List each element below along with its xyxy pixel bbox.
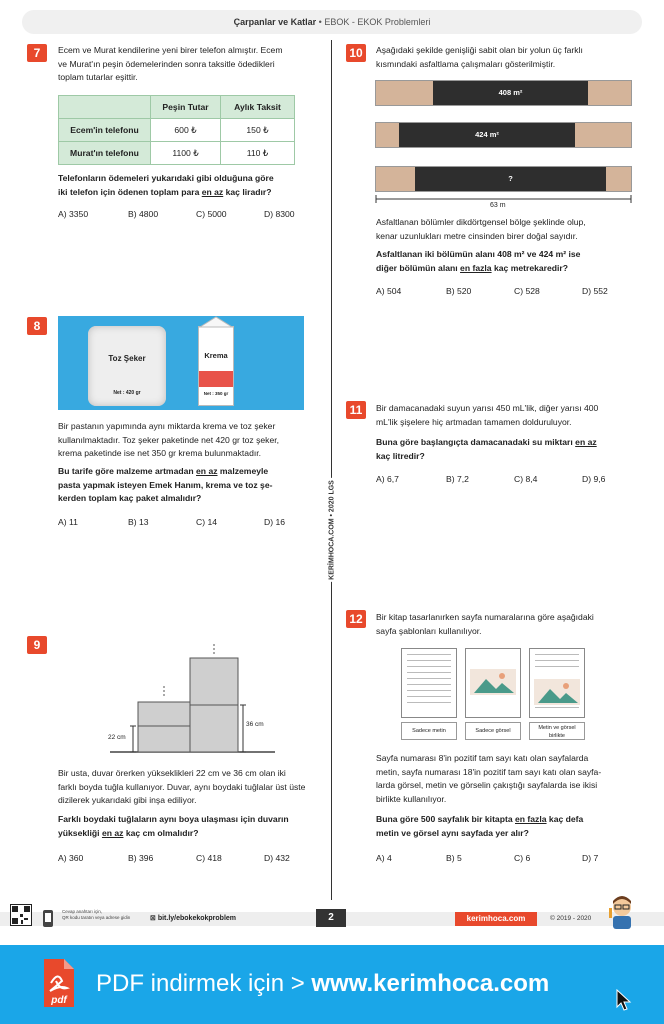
q7-options xyxy=(58,209,295,219)
q8-text: Bir pastanın yapımında aynı miktarda krema ve toz şeker kullanılmaktadır. Toz şeker paketinde net 420 gr toz şeker, krema paketinde ise net 350 gr krema bulunmaktadır. xyxy=(58,421,280,458)
table-row-label: Murat'ın telefonu xyxy=(59,142,151,165)
option-b[interactable]: B) 13 xyxy=(128,517,149,527)
q10-text: Aşağıdaki şekilde genişliği sabit olan bir yolun üç farklı kısmındaki asfaltlama çalışmaları gösterilmiştir. xyxy=(376,45,583,69)
q9-question: Farklı boydaki tuğlaların aynı boya ulaşması için duvarın yüksekliği en az kaç cm olmalıdır? xyxy=(58,814,289,838)
cream-carton: Krema Net : 350 gr xyxy=(198,326,234,406)
label-text-and-image: Metin ve görsel birlikte xyxy=(529,722,585,740)
option-a[interactable]: A) 6,7 xyxy=(376,474,399,484)
template-image-page xyxy=(465,648,521,718)
option-c[interactable]: C) 418 xyxy=(196,853,222,863)
option-b[interactable]: B) 5 xyxy=(446,853,462,863)
mountain-image-icon xyxy=(470,669,516,695)
sugar-bag: Toz Şeker Net : 420 gr xyxy=(88,326,166,406)
label-36cm: 36 cm xyxy=(246,721,264,728)
option-d[interactable]: D) 16 xyxy=(264,517,286,527)
q12-options xyxy=(376,853,598,863)
road-section-2: 424 m² xyxy=(375,122,632,148)
option-c[interactable]: C) 528 xyxy=(514,286,540,296)
header-separator: • xyxy=(318,17,322,27)
vertical-watermark: KERİMHOCA.COM • 2020 LGS xyxy=(328,480,336,580)
mountain-image-icon xyxy=(534,679,580,705)
q7-table: Peşin Tutar Aylık Taksit Ecem'in telefonu 600 ₺ 150 ₺ Murat'ın telefonu 1100 ₺ 110 ₺ xyxy=(58,95,295,165)
label-text-only: Sadece metin xyxy=(401,722,457,740)
option-a[interactable]: A) 3350 xyxy=(58,209,89,219)
option-c[interactable]: C) 14 xyxy=(196,517,218,527)
page-number: 2 xyxy=(316,909,346,927)
option-d[interactable]: D) 432 xyxy=(264,853,290,863)
option-d[interactable]: D) 9,6 xyxy=(582,474,606,484)
page-footer xyxy=(0,904,664,934)
q9-text: Bir usta, duvar örerken yükseklikleri 22 cm ve 36 cm olan iki farklı boyda tuğla kullanıyor. Duvar, aynı boydaki tuğlalar üst üste dizilerek yukarıdaki gibi inşa ediliyor. xyxy=(58,768,306,805)
road-section-3: ? xyxy=(375,166,632,192)
option-b[interactable]: B) 4800 xyxy=(128,209,159,219)
template-text-page xyxy=(401,648,457,718)
download-banner[interactable] xyxy=(0,945,664,1024)
option-d[interactable]: D) 552 xyxy=(582,286,608,296)
brand-badge[interactable]: kerimhoca.com xyxy=(455,912,537,926)
width-label: 63 m xyxy=(490,202,506,209)
option-d[interactable]: D) 7 xyxy=(582,853,599,863)
question-number-12: 12 xyxy=(346,610,366,628)
question-number-10: 10 xyxy=(346,44,366,62)
label-image-only: Sadece görsel xyxy=(465,722,521,740)
q11-question: Buna göre başlangıçta damacanadaki su miktarı en az kaç litredir? xyxy=(376,437,597,461)
answer-key-note: Cevap anahtarı için, QR kodu taratın veya adrese gidin xyxy=(62,909,131,920)
phone-icon xyxy=(40,909,56,929)
question-number-7: 7 xyxy=(27,44,47,62)
option-b[interactable]: B) 7,2 xyxy=(446,474,469,484)
option-c[interactable]: C) 8,4 xyxy=(514,474,538,484)
option-c[interactable]: C) 5000 xyxy=(196,209,227,219)
copyright: © 2019 - 2020 xyxy=(550,915,592,922)
option-d[interactable]: D) 8300 xyxy=(264,209,295,219)
q12-question: Buna göre 500 sayfalık bir kitapta en fazla kaç defa metin ve görsel aynı sayfada yer alır? xyxy=(376,814,584,838)
q10-desc: Asfaltlanan bölümler dikdörtgensel bölge şeklinde olup, kenar uzunlukları metre cinsinden birer doğal sayıdır. xyxy=(376,217,586,241)
option-b[interactable]: B) 520 xyxy=(446,286,472,296)
q10-question: Asfaltlanan iki bölümün alanı 408 m² ve 424 m² ise diğer bölümün alanı en fazla kaç metrekaredir? xyxy=(376,249,581,273)
question-number-11: 11 xyxy=(346,401,366,419)
q8-question: Bu tarife göre malzeme artmadan en az malzemeyle pasta yapmak isteyen Emek Hanım, krema ve toz şe- kerden toplam kaç paket almalıdır? xyxy=(58,466,273,503)
q8-options xyxy=(58,517,285,527)
q7-question: Telefonların ödemeleri yukarıdaki gibi olduğuna göre iki telefon için ödenen toplam para en az kaç liradır? xyxy=(58,173,274,197)
option-a[interactable]: A) 4 xyxy=(376,853,392,863)
label-22cm: 22 cm xyxy=(108,734,126,741)
svg-text:pdf: pdf xyxy=(51,995,67,1006)
question-number-9: 9 xyxy=(27,636,47,654)
option-a[interactable]: A) 11 xyxy=(58,517,78,527)
header-title: Çarpanlar ve Katlar xyxy=(233,17,317,27)
q10-options xyxy=(376,286,608,296)
template-text-image-page xyxy=(529,648,585,718)
option-c[interactable]: C) 6 xyxy=(514,853,531,863)
answer-key-link[interactable]: ⊠ bit.ly/ebokekokproblem xyxy=(150,915,237,922)
q9-options xyxy=(58,853,290,863)
q7-text: Ecem ve Murat kendilerine yeni birer telefon almıştır. Ecem ve Murat'ın peşin ödemelerinden sonra taksitle ödedikleri toplam tutarlar eşittir. xyxy=(58,45,283,82)
qr-code-icon[interactable] xyxy=(10,904,32,926)
q8-image xyxy=(58,316,304,410)
brick-wall-figure xyxy=(100,636,280,756)
q11-text: Bir damacanadaki suyun yarısı 450 mL'lik, diğer yarısı 400 mL'lik şişelere hiç artmadan tamamen dolduruluyor. xyxy=(376,403,599,427)
cursor-icon xyxy=(615,989,633,1011)
mascot-icon xyxy=(605,894,639,930)
q11-options xyxy=(376,474,605,484)
option-a[interactable]: A) 504 xyxy=(376,286,402,296)
pdf-file-icon xyxy=(40,957,76,1009)
page-header xyxy=(22,10,642,34)
carton-top-icon xyxy=(198,315,234,329)
question-number-8: 8 xyxy=(27,317,47,335)
header-subtitle: EBOK - EKOK Problemleri xyxy=(324,17,431,27)
download-text[interactable]: PDF indirmek için > www.kerimhoca.com xyxy=(96,970,550,997)
road-section-1: 408 m² xyxy=(375,80,632,106)
q12-text: Bir kitap tasarlanırken sayfa numaralarına göre aşağıdaki sayfa şablonları kullanılıyor. xyxy=(376,612,594,636)
option-b[interactable]: B) 396 xyxy=(128,853,154,863)
q12-desc: Sayfa numarası 8'in pozitif tam sayı katı olan sayfalarda metin, sayfa numarası 18'in pozitif tam sayı katı olan sayfa- larda görsel, metin ve görselin çakıştığı sayfalarda ise ikisi birlikte kullanılıyor. xyxy=(376,753,602,804)
table-row-label: Ecem'in telefonu xyxy=(59,119,151,142)
option-a[interactable]: A) 360 xyxy=(58,853,84,863)
